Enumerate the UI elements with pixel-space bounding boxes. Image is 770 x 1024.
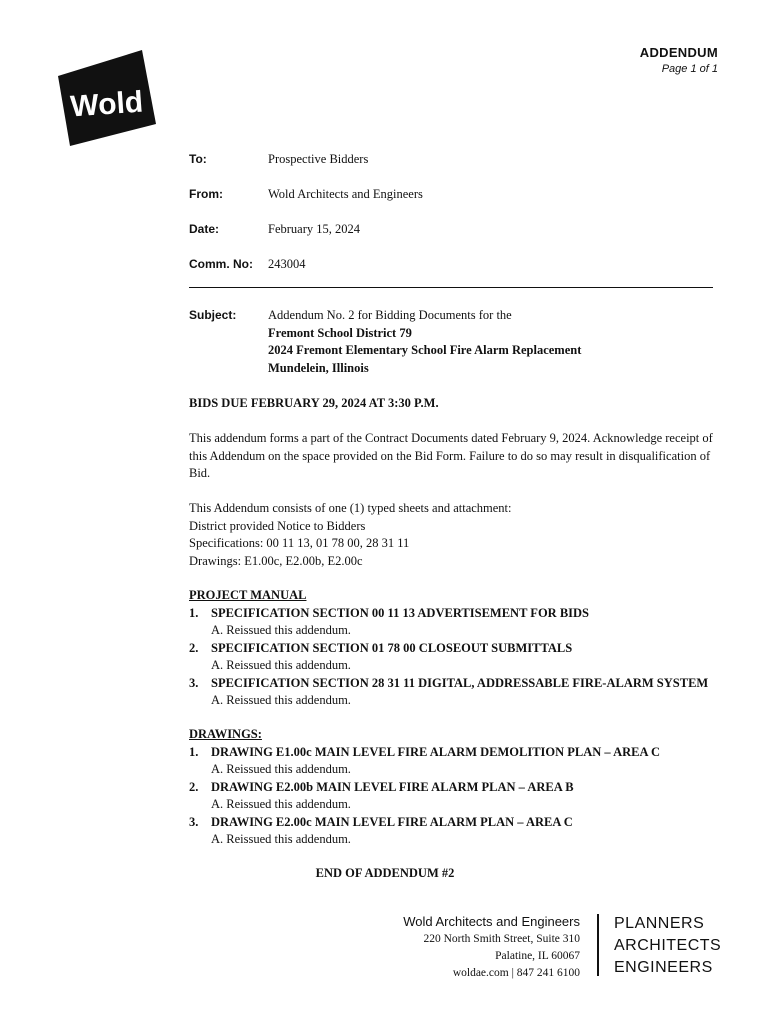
item-title: SPECIFICATION SECTION 01 78 00 CLOSEOUT SUBMITTALS [211,640,573,655]
tagline-line: ARCHITECTS [614,937,722,954]
document-title: ADDENDUM [639,45,718,60]
subject-line: Addendum No. 2 for Bidding Documents for the [268,308,512,322]
consists-line: Drawings: E1.00c, E2.00b, E2.00c [189,553,363,568]
date-label: Date: [189,222,220,236]
list-item [189,675,723,710]
consists-line: This Addendum consists of one (1) typed sheets and attachment: [189,501,512,515]
list-item [189,640,723,675]
footer-firm: Wold Architects and Engineers [403,914,580,929]
end-of-addendum: END OF ADDENDUM #2 [315,866,455,880]
item-note: A. Reissued this addendum. [211,832,351,846]
item-title: DRAWING E2.00b MAIN LEVEL FIRE ALARM PLAN – AREA B [211,779,574,794]
tagline-line: PLANNERS [614,915,705,932]
consists-block [189,500,723,570]
header-divider [189,287,713,288]
list-item [189,744,723,779]
consists-line: Specifications: 00 11 13, 01 78 00, 28 31 11 [189,536,410,550]
from-label: From: [189,187,223,201]
subject-line: Mundelein, Illinois [268,360,369,375]
subject-label: Subject: [189,308,237,322]
project-manual-section [189,587,723,710]
footer-address-line: Palatine, IL 60067 [495,950,580,962]
item-note: A. Reissued this addendum. [211,762,351,776]
item-number: 1. [189,605,199,620]
footer-address-line: 220 North Smith Street, Suite 310 [423,933,580,945]
to-value: Prospective Bidders [268,152,369,166]
project-manual-heading: PROJECT MANUAL [189,588,307,602]
subject-line: 2024 Fremont Elementary School Fire Alarm Replacement [268,343,582,357]
item-number: 3. [189,814,199,829]
date-value: February 15, 2024 [268,222,360,236]
item-number: 2. [189,779,199,794]
footer-divider [597,914,599,976]
item-note: A. Reissued this addendum. [211,623,351,637]
drawings-heading: DRAWINGS: [189,727,262,741]
consists-line: District provided Notice to Bidders [189,518,366,533]
to-label: To: [189,152,207,166]
page-header [640,45,718,75]
wold-logo [52,48,162,148]
page-number: Page 1 of 1 [661,63,718,75]
item-title: DRAWING E2.00c MAIN LEVEL FIRE ALARM PLAN – AREA C [211,814,573,829]
item-title: SPECIFICATION SECTION 00 11 13 ADVERTISEMENT FOR BIDS [211,605,589,620]
item-title: DRAWING E1.00c MAIN LEVEL FIRE ALARM DEMOLITION PLAN – AREA C [211,744,660,759]
comm-label: Comm. No: [189,257,253,271]
logo-text: Wold [69,85,145,124]
footer-tagline [614,913,721,979]
from-value: Wold Architects and Engineers [268,187,423,201]
item-note: A. Reissued this addendum. [211,658,351,672]
bids-due: BIDS DUE FEBRUARY 29, 2024 AT 3:30 P.M. [189,396,439,410]
list-item [189,779,723,814]
tagline-line: ENGINEERS [614,959,713,976]
list-item [189,814,723,849]
item-title: SPECIFICATION SECTION 28 31 11 DIGITAL, ADDRESSABLE FIRE-ALARM SYSTEM [211,675,709,690]
item-number: 1. [189,744,199,759]
item-note: A. Reissued this addendum. [211,693,351,707]
footer-address [403,913,580,982]
footer-contact: woldae.com | 847 241 6100 [452,967,580,979]
item-number: 2. [189,640,199,655]
item-note: A. Reissued this addendum. [211,797,351,811]
subject-line: Fremont School District 79 [268,325,412,340]
intro-paragraph: This addendum forms a part of the Contract Documents dated February 9, 2024. Acknowledge receipt of this Addendum on the space provided on the Bid Form. Failure to do so may result in disqualification of Bid. [189,431,713,480]
drawings-section [189,726,723,849]
item-number: 3. [189,675,199,690]
comm-value: 243004 [268,257,306,271]
list-item [189,605,723,640]
